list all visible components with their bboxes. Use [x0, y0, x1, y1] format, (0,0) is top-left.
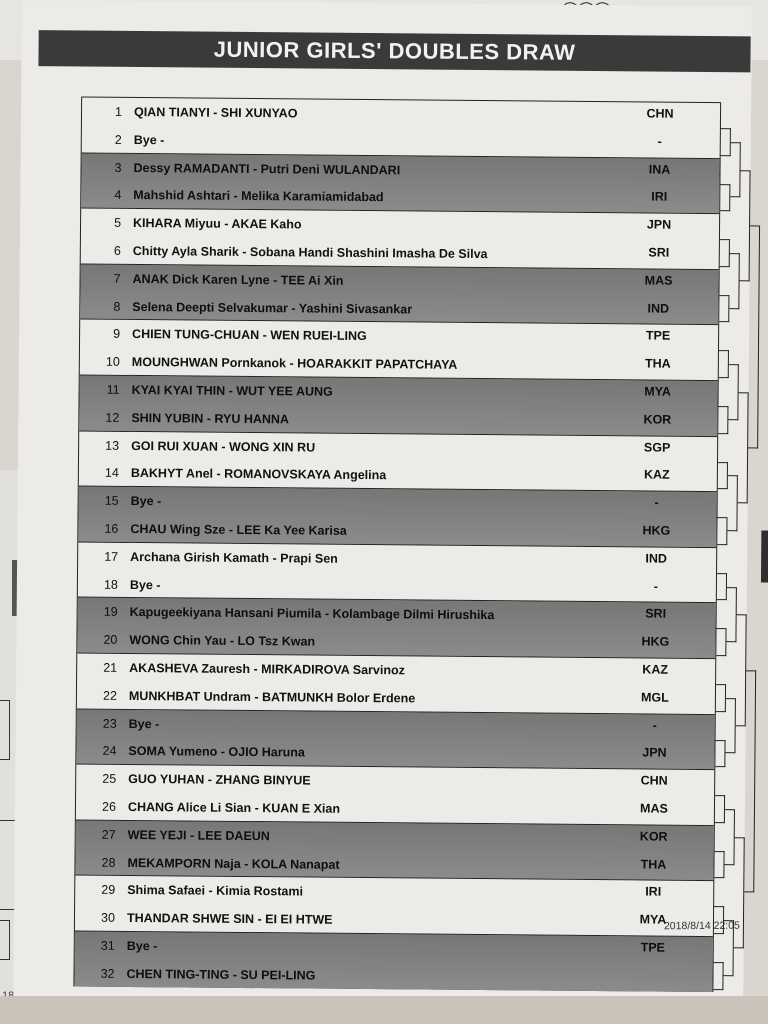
entry-country: SGP [643, 440, 671, 455]
bracket-line [727, 476, 737, 532]
entry-country: SRI [648, 245, 670, 260]
bracket-line [728, 364, 738, 420]
entry-number: 16 [104, 521, 119, 536]
entry-players: KYAI KYAI THIN - WUT YEE AUNG [131, 382, 333, 399]
entry-players: CHAU Wing Sze - LEE Ka Yee Karisa [130, 521, 347, 538]
entry-players: SHIN YUBIN - RYU HANNA [131, 410, 290, 427]
entry-number: 28 [101, 855, 116, 870]
entry-number: 30 [101, 910, 116, 926]
entry-players: THANDAR SHWE SIN - EI EI HTWE [126, 911, 333, 927]
entry-players: Selena Deepti Selvakumar - Yashini Sivasankar [132, 299, 413, 317]
section-marker [761, 530, 768, 582]
bracket-line [715, 740, 725, 768]
entry-players: Kapugeekiyana Hansani Piumila - Kolambage Dilmi Hirushika [129, 605, 495, 623]
entry-country: INA [648, 162, 671, 177]
bracket-line [714, 851, 724, 879]
table-surface [0, 996, 768, 1024]
entry-players: Archana Girish Kamath - Prapi Sen [130, 549, 338, 566]
bracket-line [734, 837, 745, 948]
entry-players: GOI RUI XUAN - WONG XIN RU [131, 438, 316, 455]
bracket-line [719, 295, 729, 323]
entry-number: 10 [105, 354, 120, 370]
entry-number: 13 [105, 438, 120, 453]
entry-country: MYA [644, 384, 671, 399]
bracket-line [0, 920, 10, 960]
bracket-line [717, 517, 727, 545]
entry-players: GUO YUHAN - ZHANG BINYUE [128, 772, 311, 788]
entry-number: 15 [104, 493, 119, 509]
entry-players: Bye - [126, 938, 158, 954]
bracket-line [744, 670, 756, 892]
entry-country: IND [647, 301, 670, 316]
bracket-line [738, 392, 749, 503]
entry-players: MEKAMPORN Naja - KOLA Nanapat [127, 855, 340, 872]
entry-country: JPN [646, 217, 672, 232]
entry-country: TPE [640, 940, 665, 955]
entry-country: KOR [639, 829, 668, 844]
entry-players: SOMA Yumeno - OJIO Haruna [128, 744, 305, 760]
entry-country: HKG [641, 634, 670, 649]
entry-players: Mahshid Ashtari - Melika Karamiamidabad [133, 188, 384, 205]
entry-country [623, 968, 683, 969]
entry-country: MAS [640, 801, 668, 816]
draw-sheet [13, 0, 752, 1006]
entry-country: KAZ [643, 467, 670, 483]
entry-players: Chitty Ayla Sharik - Sobana Handi Shashini Imasha De Silva [132, 243, 488, 262]
bracket-line [720, 239, 730, 267]
bracket-line [718, 406, 728, 434]
entry-players: CHIEN TUNG-CHUAN - WEN RUEI-LING [132, 327, 367, 344]
entry-number: 31 [100, 938, 115, 953]
entry-players: Dessy RAMADANTI - Putri Deni WULANDARI [133, 160, 401, 177]
entry-number: 6 [113, 243, 121, 258]
entry-players: Shima Safaei - Kimia Rostami [127, 883, 304, 899]
entry-number: 7 [113, 271, 121, 286]
bracket-line [716, 628, 726, 656]
bracket-line [726, 587, 736, 643]
entry-number: 27 [101, 827, 116, 842]
entry-number: 20 [103, 632, 118, 648]
entry-country: HKG [642, 523, 671, 538]
bracket-line [748, 226, 760, 448]
entry-players: CHEN TING-TING - SU PEI-LING [126, 966, 316, 983]
entry-number: 14 [104, 466, 119, 481]
entry-players: Bye - [130, 494, 162, 509]
bracket-line [717, 573, 727, 601]
entry-country: TPE [645, 328, 671, 344]
entry-country: MGL [640, 690, 669, 705]
entry-players: MOUNGHWAN Pornkanok - HOARAKKIT PAPATCHAYA [131, 355, 458, 372]
entry-country: IND [645, 551, 667, 566]
draw-entry-row [74, 960, 712, 994]
entry-number: 12 [105, 410, 120, 425]
entry-number: 21 [103, 660, 118, 675]
entry-number: 3 [114, 160, 122, 175]
entry-country: JPN [642, 745, 667, 761]
entry-players: ANAK Dick Karen Lyne - TEE Ai Xin [132, 271, 344, 288]
entry-number: 25 [102, 771, 117, 787]
bracket-line [724, 809, 734, 865]
entry-country: IRI [645, 884, 662, 900]
entry-players: QIAN TIANYI - SHI XUNYAO [133, 104, 298, 121]
entry-number: 1 [115, 104, 123, 119]
entry-number: 32 [100, 966, 115, 981]
page-title: JUNIOR GIRLS' DOUBLES DRAW [38, 30, 750, 72]
entry-country: CHN [640, 773, 668, 788]
bracket-line [729, 253, 739, 309]
bracket-line [0, 700, 10, 760]
entry-players: KIHARA Miyuu - AKAE Kaho [132, 216, 302, 232]
entry-number: 4 [114, 188, 122, 203]
entry-number: 23 [102, 716, 117, 731]
entry-number: 5 [114, 216, 122, 231]
entry-number: 18 [103, 577, 118, 592]
entry-country: - [653, 579, 659, 594]
bracket-line [725, 698, 735, 754]
bracket-line [721, 128, 731, 156]
entry-number: 17 [104, 549, 119, 564]
entry-players: Bye - [128, 716, 160, 731]
draw-table [73, 97, 721, 993]
entry-country: - [652, 718, 657, 733]
entry-number: 11 [106, 382, 120, 397]
entry-players: MUNKHBAT Undram - BATMUNKH Bolor Erdene [128, 688, 416, 706]
entry-country: CHN [646, 106, 674, 121]
entry-players: BAKHYT Anel - ROMANOVSKAYA Angelina [130, 466, 387, 483]
bracket-line [719, 350, 729, 378]
entry-number: 2 [114, 132, 122, 147]
entry-number: 29 [101, 883, 116, 898]
bracket-line [730, 142, 740, 198]
bracket-line [714, 906, 724, 934]
entry-players: Bye - [129, 577, 161, 592]
bracket-line [718, 462, 728, 490]
entry-number: 24 [102, 744, 117, 759]
entry-players: AKASHEVA Zauresh - MIRKADIROVA Sarvinoz [129, 660, 405, 678]
entry-players: WEE YEJI - LEE DAEUN [127, 827, 270, 843]
entry-players: CHANG Alice Li Sian - KUAN E Xian [127, 799, 341, 816]
bracket-line [720, 184, 730, 212]
entry-number: 8 [113, 299, 121, 314]
entry-country: - [657, 134, 662, 149]
print-timestamp: 2018/8/14 22:05 [663, 919, 740, 933]
entry-country: IRI [651, 189, 668, 205]
entry-number: 22 [102, 688, 117, 703]
entry-country: KAZ [642, 662, 669, 677]
entry-country: THA [644, 356, 671, 371]
entry-number: 9 [113, 327, 121, 342]
entry-country: - [654, 495, 659, 510]
bracket-line [724, 920, 734, 976]
entry-players: WONG Chin Yau - LO Tsz Kwan [129, 633, 316, 649]
bracket-line [715, 795, 725, 823]
entry-number: 19 [103, 605, 118, 620]
entry-country: SRI [645, 606, 667, 622]
entry-country: MYA [639, 912, 667, 927]
bracket-line [713, 962, 723, 990]
entry-number: 26 [101, 799, 117, 814]
entry-country: THA [640, 857, 667, 872]
entry-players: Bye - [133, 132, 165, 148]
entry-country: MAS [644, 273, 673, 288]
entry-country: KOR [643, 412, 672, 427]
bracket-line [716, 684, 726, 712]
